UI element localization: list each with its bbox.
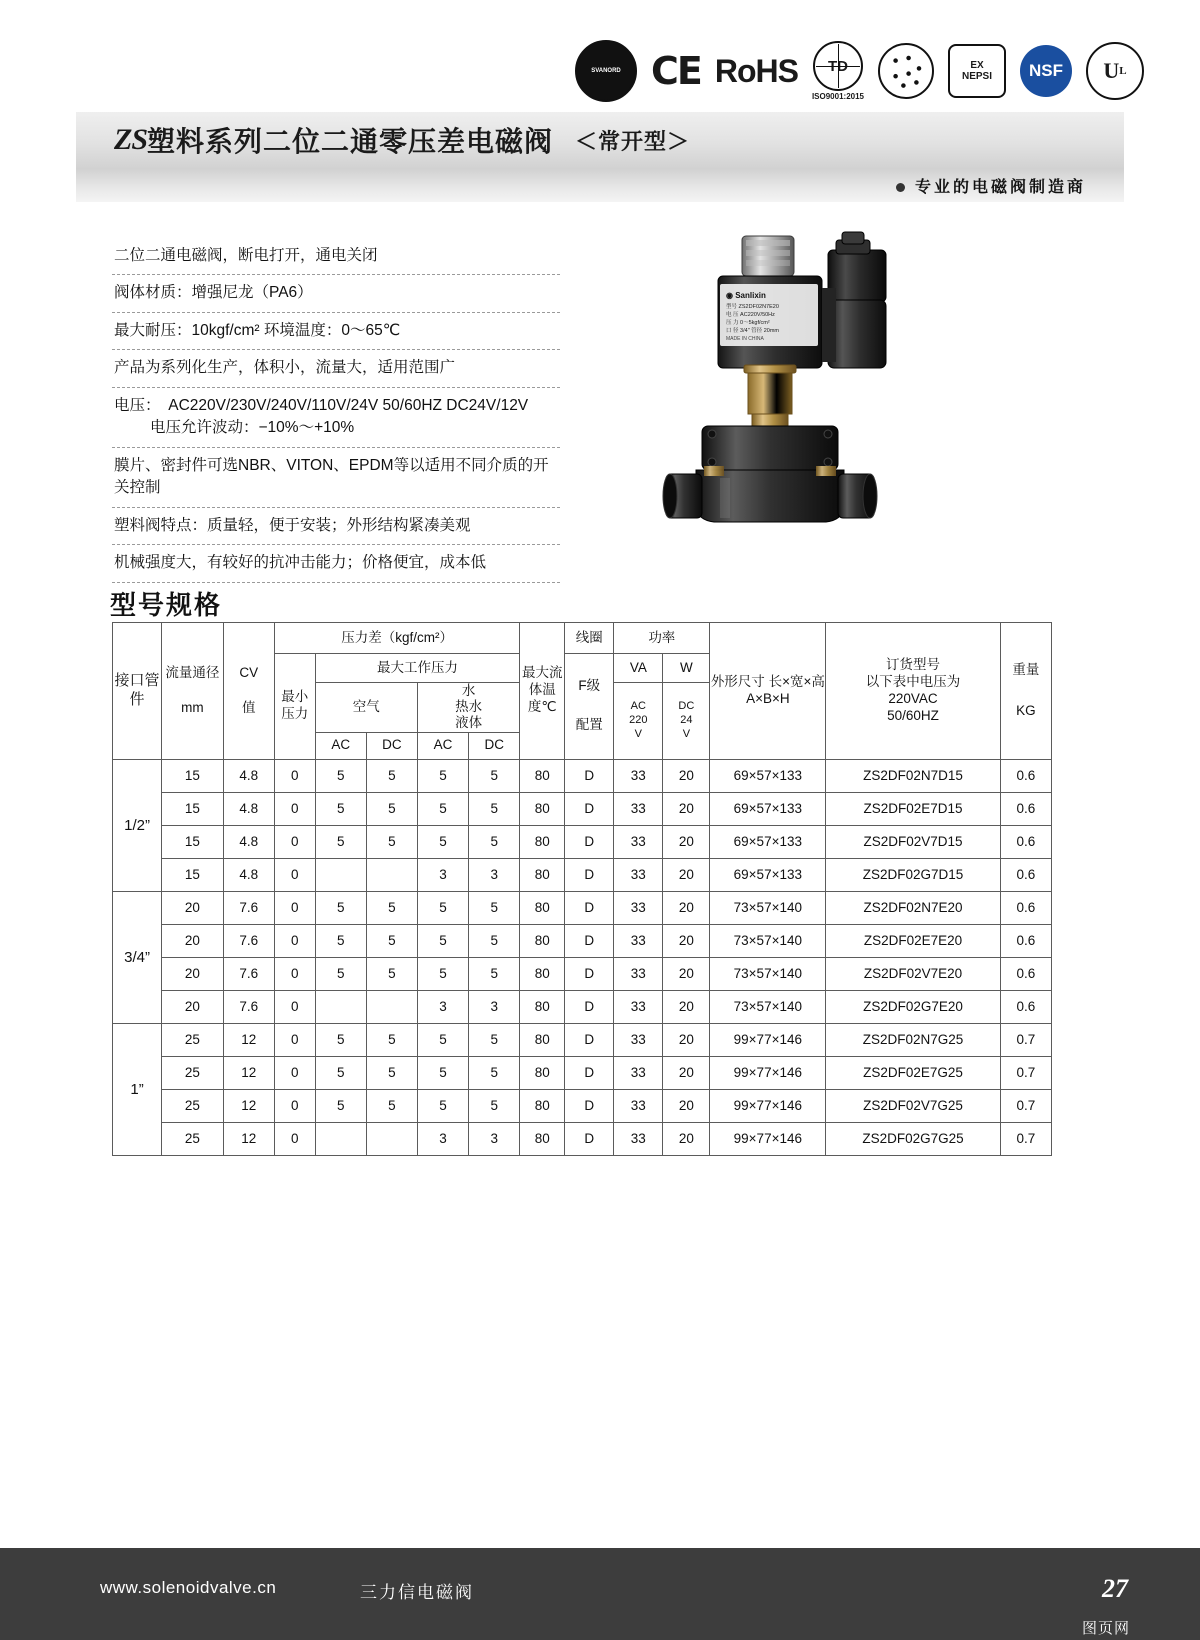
th-order-note2: 220VAC xyxy=(888,690,938,706)
table-cell-dim: 73×57×140 xyxy=(710,891,826,924)
certification-strip xyxy=(575,38,1144,104)
table-cell-air-ac: 5 xyxy=(315,1089,366,1122)
table-cell-weight: 0.6 xyxy=(1000,858,1051,891)
th-va: VA xyxy=(614,654,663,683)
table-cell-air-ac: 5 xyxy=(315,957,366,990)
table-cell-dim: 69×57×133 xyxy=(710,792,826,825)
bullet-icon xyxy=(896,183,905,192)
table-cell-va: 33 xyxy=(614,957,663,990)
table-cell-temp: 80 xyxy=(520,1056,565,1089)
table-cell-coil: D xyxy=(565,990,614,1023)
table-cell-model: ZS2DF02N7D15 xyxy=(826,759,1000,792)
th-coil-class-label: F级 xyxy=(578,678,601,694)
table-cell-dia: 15 xyxy=(162,858,224,891)
table-cell-w: 20 xyxy=(663,792,710,825)
spec-item: 机械强度大，有较好的抗冲击能力；价格便宜，成本低 xyxy=(112,545,560,582)
table-cell-water-dc: 5 xyxy=(469,891,520,924)
specification-list xyxy=(112,238,560,583)
table-cell-water-ac: 5 xyxy=(417,924,468,957)
table-cell-va: 33 xyxy=(614,891,663,924)
table-cell-temp: 80 xyxy=(520,792,565,825)
table-cell-va: 33 xyxy=(614,1089,663,1122)
table-cell-water-dc: 5 xyxy=(469,1089,520,1122)
table-cell-weight: 0.6 xyxy=(1000,792,1051,825)
table-cell-va: 33 xyxy=(614,1122,663,1155)
table-cell-dim: 73×57×140 xyxy=(710,990,826,1023)
table-cell-weight: 0.6 xyxy=(1000,891,1051,924)
table-cell-air-ac xyxy=(315,990,366,1023)
svg-text:MADE IN CHINA: MADE IN CHINA xyxy=(726,336,764,342)
table-cell-va: 33 xyxy=(614,1023,663,1056)
rohs-mark-icon: RoHS xyxy=(714,52,798,89)
page-title-bar xyxy=(76,112,1124,169)
table-cell-temp: 80 xyxy=(520,858,565,891)
table-cell-coil: D xyxy=(565,825,614,858)
table-cell-model: ZS2DF02E7G25 xyxy=(826,1056,1000,1089)
th-order-model-label: 订货型号 xyxy=(886,657,940,673)
table-cell-va: 33 xyxy=(614,792,663,825)
th-flow-dia xyxy=(162,623,224,760)
table-cell-minp: 0 xyxy=(274,990,315,1023)
th-order-note3: 50/60HZ xyxy=(887,707,939,723)
table-cell-dia: 20 xyxy=(162,924,224,957)
footer-company: 三力信电磁阀 xyxy=(360,1583,474,1602)
th-flow-dia-label: 流量通径 xyxy=(165,664,220,680)
svg-text:电 压 AC220V/50Hz: 电 压 AC220V/50Hz xyxy=(726,312,775,318)
table-cell-cv: 7.6 xyxy=(223,924,274,957)
table-cell-w: 20 xyxy=(663,1056,710,1089)
table-cell-weight: 0.7 xyxy=(1000,1056,1051,1089)
specification-table xyxy=(112,622,1052,1156)
table-cell-w: 20 xyxy=(663,924,710,957)
ex-nepsi-mark-icon: EX NEPSI xyxy=(948,44,1006,98)
table-cell-temp: 80 xyxy=(520,990,565,1023)
table-cell-water-dc: 3 xyxy=(469,1122,520,1155)
table-cell-coil: D xyxy=(565,792,614,825)
table-cell-weight: 0.6 xyxy=(1000,924,1051,957)
nsf-mark-icon: NSF xyxy=(1020,45,1072,97)
table-cell-water-ac: 5 xyxy=(417,825,468,858)
th-port: 接口管件 xyxy=(113,623,162,760)
th-water-ac: AC xyxy=(417,732,468,759)
table-cell-cv: 12 xyxy=(223,1056,274,1089)
th-w: W xyxy=(663,654,710,683)
th-water-dc: DC xyxy=(469,732,520,759)
svg-text:压 力 0～5kgf/cm²: 压 力 0～5kgf/cm² xyxy=(726,320,770,326)
table-cell-temp: 80 xyxy=(520,1023,565,1056)
table-cell-coil: D xyxy=(565,957,614,990)
th-coil: 线圈 xyxy=(565,623,614,654)
table-cell-air-dc: 5 xyxy=(366,1089,417,1122)
th-weight-unit: KG xyxy=(1016,702,1036,718)
table-cell-water-ac: 5 xyxy=(417,957,468,990)
table-cell-coil: D xyxy=(565,1023,614,1056)
table-cell-w: 20 xyxy=(663,1023,710,1056)
spec-item: 阀体材质：增强尼龙（PA6） xyxy=(112,275,560,312)
table-cell-air-dc: 5 xyxy=(366,792,417,825)
table-cell-air-dc: 5 xyxy=(366,759,417,792)
table-cell-cv: 7.6 xyxy=(223,990,274,1023)
table-cell-dim: 99×77×146 xyxy=(710,1122,826,1155)
table-cell-model: ZS2DF02G7G25 xyxy=(826,1122,1000,1155)
table-cell-w: 20 xyxy=(663,858,710,891)
table-row xyxy=(113,1023,1052,1056)
table-cell-minp: 0 xyxy=(274,825,315,858)
table-cell-minp: 0 xyxy=(274,957,315,990)
table-cell-coil: D xyxy=(565,891,614,924)
table-cell-weight: 0.6 xyxy=(1000,990,1051,1023)
table-cell-coil: D xyxy=(565,1089,614,1122)
spec-item: 最大耐压：10kgf/cm² 环境温度：0～65℃ xyxy=(112,313,560,350)
table-row xyxy=(113,990,1052,1023)
table-cell-w: 20 xyxy=(663,990,710,1023)
table-cell-minp: 0 xyxy=(274,759,315,792)
page-footer xyxy=(0,1548,1200,1640)
table-cell-air-ac: 5 xyxy=(315,825,366,858)
table-cell-dim: 99×77×146 xyxy=(710,1023,826,1056)
table-cell-air-dc: 5 xyxy=(366,924,417,957)
table-row xyxy=(113,957,1052,990)
table-cell-model: ZS2DF02E7E20 xyxy=(826,924,1000,957)
table-cell-water-ac: 5 xyxy=(417,759,468,792)
table-cell-weight: 0.7 xyxy=(1000,1089,1051,1122)
svanord-badge-icon: SVANORD xyxy=(575,40,637,102)
th-order-model xyxy=(826,623,1000,760)
table-cell-w: 20 xyxy=(663,759,710,792)
table-row xyxy=(113,792,1052,825)
table-cell-air-ac: 5 xyxy=(315,1056,366,1089)
iso-mark-icon: TD ISO9001:2015 xyxy=(812,41,864,101)
table-cell-water-ac: 5 xyxy=(417,1056,468,1089)
table-cell-water-ac: 3 xyxy=(417,990,468,1023)
table-cell-minp: 0 xyxy=(274,1122,315,1155)
table-cell-va: 33 xyxy=(614,990,663,1023)
table-cell-water-dc: 3 xyxy=(469,990,520,1023)
table-cell-air-dc: 5 xyxy=(366,825,417,858)
table-cell-air-ac xyxy=(315,1122,366,1155)
table-cell-model: ZS2DF02V7D15 xyxy=(826,825,1000,858)
table-cell-water-dc: 5 xyxy=(469,924,520,957)
table-cell-va: 33 xyxy=(614,1056,663,1089)
slogan-label: 专业的电磁阀制造商 xyxy=(914,178,1086,196)
table-cell-coil: D xyxy=(565,924,614,957)
table-cell-model: ZS2DF02N7G25 xyxy=(826,1023,1000,1056)
table-cell-weight: 0.6 xyxy=(1000,957,1051,990)
spec-item: 产品为系列化生产，体积小，流量大，适用范围广 xyxy=(112,350,560,387)
table-cell-va: 33 xyxy=(614,825,663,858)
th-pressure-group: 压力差（kgf/cm²） xyxy=(274,623,519,654)
table-cell-dia: 15 xyxy=(162,792,224,825)
watermark-label: 图页网 xyxy=(1081,1620,1130,1637)
th-coil-class xyxy=(565,654,614,760)
table-cell-water-ac: 5 xyxy=(417,891,468,924)
table-cell-cv: 12 xyxy=(223,1023,274,1056)
table-cell-dim: 73×57×140 xyxy=(710,957,826,990)
table-cell-air-dc xyxy=(366,1122,417,1155)
spec-item: 塑料阀特点：质量轻，便于安装；外形结构紧凑美观 xyxy=(112,508,560,545)
table-cell-dim: 99×77×146 xyxy=(710,1056,826,1089)
table-cell-air-dc: 5 xyxy=(366,1056,417,1089)
slogan-bar xyxy=(76,168,1124,202)
svg-text:型号 ZS2DF02N7E20: 型号 ZS2DF02N7E20 xyxy=(726,304,779,310)
spec-voltage-line1: 电压： AC220V/230V/240V/110V/24V 50/60HZ DC24V/12V xyxy=(114,396,529,414)
table-cell-air-ac: 5 xyxy=(315,891,366,924)
table-cell-minp: 0 xyxy=(274,891,315,924)
table-cell-temp: 80 xyxy=(520,1122,565,1155)
th-max-temp: 最大流体温度℃ xyxy=(520,623,565,760)
table-cell-temp: 80 xyxy=(520,1089,565,1122)
table-cell-water-dc: 5 xyxy=(469,759,520,792)
table-cell-dim: 99×77×146 xyxy=(710,1089,826,1122)
spec-item: 膜片、密封件可选NBR、VITON、EPDM等以适用不同介质的开关控制 xyxy=(112,448,560,508)
th-order-note1: 以下表中电压为 xyxy=(865,673,961,689)
table-cell-dia: 25 xyxy=(162,1089,224,1122)
table-cell-coil: D xyxy=(565,759,614,792)
table-cell-cv: 7.6 xyxy=(223,891,274,924)
table-cell-air-ac xyxy=(315,858,366,891)
table-cell-temp: 80 xyxy=(520,924,565,957)
svg-text:◉ Sanlixin: ◉ Sanlixin xyxy=(726,291,766,300)
th-air-dc: DC xyxy=(366,732,417,759)
th-ac220: AC 220 V xyxy=(614,683,663,760)
table-cell-dia: 25 xyxy=(162,1056,224,1089)
footer-url[interactable]: www.solenoidvalve.cn xyxy=(100,1578,277,1597)
table-cell-water-dc: 5 xyxy=(469,1056,520,1089)
th-cv xyxy=(223,623,274,760)
table-row xyxy=(113,858,1052,891)
table-cell-w: 20 xyxy=(663,1089,710,1122)
table-cell-coil: D xyxy=(565,858,614,891)
table-row xyxy=(113,759,1052,792)
table-cell-dim: 69×57×133 xyxy=(710,825,826,858)
table-cell-minp: 0 xyxy=(274,924,315,957)
table-cell-water-ac: 5 xyxy=(417,1023,468,1056)
table-cell-dia: 25 xyxy=(162,1122,224,1155)
th-dc24: DC 24 V xyxy=(663,683,710,760)
spec-item: 二位二通电磁阀，断电打开，通电关闭 xyxy=(112,238,560,275)
table-cell-water-dc: 5 xyxy=(469,825,520,858)
dots-mark-icon xyxy=(878,43,934,99)
page-subtitle: ＜常开型＞ xyxy=(575,128,691,154)
table-cell-w: 20 xyxy=(663,825,710,858)
th-air-ac: AC xyxy=(315,732,366,759)
slogan-text xyxy=(896,174,1086,197)
table-cell-water-ac: 3 xyxy=(417,1122,468,1155)
table-cell-minp: 0 xyxy=(274,1056,315,1089)
table-cell-water-ac: 3 xyxy=(417,858,468,891)
table-cell-va: 33 xyxy=(614,858,663,891)
table-cell-water-dc: 5 xyxy=(469,792,520,825)
table-cell-minp: 0 xyxy=(274,1023,315,1056)
table-cell-minp: 0 xyxy=(274,1089,315,1122)
table-cell-water-ac: 5 xyxy=(417,1089,468,1122)
th-dimensions: 外形尺寸 长×宽×高 A×B×H xyxy=(710,623,826,760)
table-cell-cv: 7.6 xyxy=(223,957,274,990)
table-cell-water-dc: 3 xyxy=(469,858,520,891)
svg-text:口 径 3/4" 管径 20mm: 口 径 3/4" 管径 20mm xyxy=(726,328,779,334)
table-cell-cv: 12 xyxy=(223,1122,274,1155)
table-cell-dim: 69×57×133 xyxy=(710,759,826,792)
table-cell-model: ZS2DF02G7D15 xyxy=(826,858,1000,891)
table-cell-port: 1/2” xyxy=(113,759,162,891)
table-cell-minp: 0 xyxy=(274,858,315,891)
th-air: 空气 xyxy=(315,683,417,733)
th-cv-sub: 值 xyxy=(242,699,256,715)
page-title: 塑料系列二位二通零压差电磁阀 xyxy=(147,126,554,157)
brand-code: ZS xyxy=(114,123,148,156)
product-photo xyxy=(660,228,1100,558)
table-cell-coil: D xyxy=(565,1122,614,1155)
table-cell-model: ZS2DF02E7D15 xyxy=(826,792,1000,825)
th-coil-cfg: 配置 xyxy=(575,717,603,733)
table-cell-port: 1” xyxy=(113,1023,162,1155)
table-cell-air-ac: 5 xyxy=(315,924,366,957)
table-cell-model: ZS2DF02V7E20 xyxy=(826,957,1000,990)
table-cell-dia: 15 xyxy=(162,759,224,792)
section-title: 型号规格 xyxy=(110,590,223,620)
th-min-pressure: 最小压力 xyxy=(274,654,315,760)
table-row xyxy=(113,891,1052,924)
th-weight-label: 重量 xyxy=(1012,661,1040,677)
th-weight xyxy=(1000,623,1051,760)
table-row xyxy=(113,1122,1052,1155)
table-row xyxy=(113,825,1052,858)
table-cell-air-dc xyxy=(366,858,417,891)
ce-mark-icon: CE xyxy=(650,49,701,93)
table-cell-water-dc: 5 xyxy=(469,1023,520,1056)
table-cell-va: 33 xyxy=(614,924,663,957)
table-row xyxy=(113,1056,1052,1089)
table-cell-port: 3/4” xyxy=(113,891,162,1023)
th-flow-dia-unit: mm xyxy=(181,699,204,715)
table-cell-air-ac: 5 xyxy=(315,759,366,792)
th-cv-label: CV xyxy=(239,664,259,680)
th-water: 水 热水 液体 xyxy=(417,683,519,733)
table-cell-air-dc: 5 xyxy=(366,891,417,924)
table-cell-dia: 25 xyxy=(162,1023,224,1056)
table-cell-cv: 12 xyxy=(223,1089,274,1122)
table-cell-minp: 0 xyxy=(274,792,315,825)
table-cell-water-ac: 5 xyxy=(417,792,468,825)
watermark xyxy=(1054,1598,1158,1638)
table-cell-dim: 73×57×140 xyxy=(710,924,826,957)
table-cell-temp: 80 xyxy=(520,957,565,990)
page-number: 27 xyxy=(1102,1574,1128,1603)
table-cell-w: 20 xyxy=(663,1122,710,1155)
table-row xyxy=(113,924,1052,957)
table-cell-cv: 4.8 xyxy=(223,792,274,825)
table-cell-w: 20 xyxy=(663,957,710,990)
table-cell-weight: 0.7 xyxy=(1000,1122,1051,1155)
table-cell-coil: D xyxy=(565,1056,614,1089)
table-cell-model: ZS2DF02N7E20 xyxy=(826,891,1000,924)
table-cell-air-dc xyxy=(366,990,417,1023)
table-cell-cv: 4.8 xyxy=(223,825,274,858)
table-cell-air-ac: 5 xyxy=(315,1023,366,1056)
table-cell-model: ZS2DF02V7G25 xyxy=(826,1089,1000,1122)
table-cell-cv: 4.8 xyxy=(223,858,274,891)
spec-item-voltage xyxy=(112,388,560,448)
table-cell-weight: 0.6 xyxy=(1000,825,1051,858)
table-cell-air-dc: 5 xyxy=(366,1023,417,1056)
table-cell-cv: 4.8 xyxy=(223,759,274,792)
table-cell-air-dc: 5 xyxy=(366,957,417,990)
th-max-work: 最大工作压力 xyxy=(315,654,520,683)
th-power: 功率 xyxy=(614,623,710,654)
spec-voltage-line2: 电压允许波动：−10%～+10% xyxy=(150,419,355,437)
table-cell-air-ac: 5 xyxy=(315,792,366,825)
table-cell-temp: 80 xyxy=(520,891,565,924)
table-cell-weight: 0.6 xyxy=(1000,759,1051,792)
ul-mark-icon: U L xyxy=(1086,42,1144,100)
table-cell-weight: 0.7 xyxy=(1000,1023,1051,1056)
table-row xyxy=(113,1089,1052,1122)
table-cell-dia: 20 xyxy=(162,990,224,1023)
table-cell-dia: 15 xyxy=(162,825,224,858)
table-cell-dia: 20 xyxy=(162,891,224,924)
table-cell-dia: 20 xyxy=(162,957,224,990)
table-cell-temp: 80 xyxy=(520,825,565,858)
table-cell-va: 33 xyxy=(614,759,663,792)
table-cell-dim: 69×57×133 xyxy=(710,858,826,891)
table-cell-model: ZS2DF02G7E20 xyxy=(826,990,1000,1023)
table-cell-temp: 80 xyxy=(520,759,565,792)
table-cell-w: 20 xyxy=(663,891,710,924)
table-cell-water-dc: 5 xyxy=(469,957,520,990)
